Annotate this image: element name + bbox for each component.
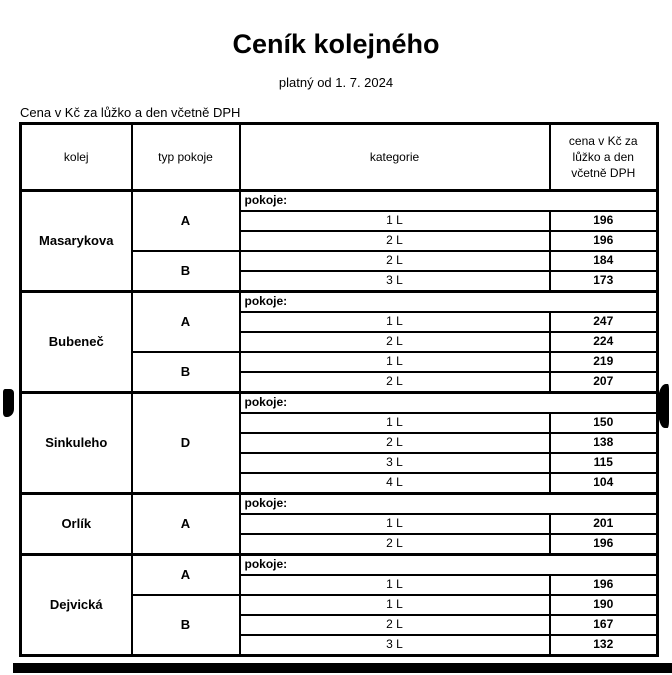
- table-row: [21, 393, 658, 414]
- price-cell: 184: [550, 251, 658, 271]
- price-cell: 196: [550, 211, 658, 231]
- kategorie-cell: 1 L: [240, 211, 550, 231]
- price-cell: 115: [550, 453, 658, 473]
- table-row: [21, 191, 658, 212]
- kolej-cell: Orlík: [21, 494, 132, 555]
- typ-pokoje-cell: A: [132, 292, 240, 353]
- kolej-cell: Sinkuleho: [21, 393, 132, 494]
- pokoje-label-cell: pokoje:: [240, 555, 658, 576]
- price-cell: 132: [550, 635, 658, 656]
- kategorie-cell: 2 L: [240, 433, 550, 453]
- table-row: [21, 292, 658, 313]
- scan-smudge-right: [658, 384, 669, 428]
- price-cell: 190: [550, 595, 658, 615]
- price-table: [19, 122, 659, 657]
- kategorie-cell: 1 L: [240, 352, 550, 372]
- typ-pokoje-cell: A: [132, 494, 240, 555]
- kategorie-cell: 2 L: [240, 332, 550, 352]
- price-cell: 196: [550, 231, 658, 251]
- kategorie-cell: 1 L: [240, 595, 550, 615]
- kategorie-cell: 1 L: [240, 312, 550, 332]
- typ-pokoje-cell: B: [132, 595, 240, 656]
- kategorie-cell: 3 L: [240, 635, 550, 656]
- pokoje-label-cell: pokoje:: [240, 393, 658, 414]
- typ-pokoje-cell: A: [132, 555, 240, 596]
- price-cell: 196: [550, 534, 658, 555]
- kategorie-cell: 2 L: [240, 615, 550, 635]
- page-subtitle: platný od 1. 7. 2024: [278, 75, 394, 90]
- kategorie-cell: 1 L: [240, 413, 550, 433]
- kategorie-cell: 2 L: [240, 372, 550, 393]
- pokoje-label-cell: pokoje:: [240, 494, 658, 515]
- scan-smudge-left: [3, 389, 14, 417]
- price-cell: 167: [550, 615, 658, 635]
- price-cell: 219: [550, 352, 658, 372]
- kategorie-cell: 2 L: [240, 231, 550, 251]
- column-header-typ-pokoje: typ pokoje: [132, 124, 240, 191]
- page-title: Ceník kolejného: [232, 29, 440, 59]
- column-header-kategorie: kategorie: [240, 124, 550, 191]
- price-cell: 247: [550, 312, 658, 332]
- price-cell: 224: [550, 332, 658, 352]
- column-header-kolej: kolej: [21, 124, 132, 191]
- kolej-cell: Bubeneč: [21, 292, 132, 393]
- price-cell: 104: [550, 473, 658, 494]
- price-cell: 196: [550, 575, 658, 595]
- table-row: [21, 555, 658, 576]
- table-body: [21, 191, 658, 656]
- pokoje-label-cell: pokoje:: [240, 292, 658, 313]
- table-header: [21, 124, 658, 191]
- table-row: [21, 494, 658, 515]
- price-cell: 201: [550, 514, 658, 534]
- scan-black-bar-bottom: [13, 663, 672, 673]
- kategorie-cell: 3 L: [240, 453, 550, 473]
- kategorie-cell: 2 L: [240, 534, 550, 555]
- kategorie-cell: 4 L: [240, 473, 550, 494]
- price-note: Cena v Kč za lůžko a den včetně DPH: [20, 105, 241, 120]
- header-row: [21, 124, 658, 191]
- column-header-cena: cena v Kč za lůžko a den včetně DPH: [550, 124, 658, 191]
- typ-pokoje-cell: D: [132, 393, 240, 494]
- kategorie-cell: 1 L: [240, 514, 550, 534]
- typ-pokoje-cell: B: [132, 251, 240, 292]
- kolej-cell: Masarykova: [21, 191, 132, 292]
- pokoje-label-cell: pokoje:: [240, 191, 658, 212]
- kategorie-cell: 3 L: [240, 271, 550, 292]
- kategorie-cell: 2 L: [240, 251, 550, 271]
- price-cell: 173: [550, 271, 658, 292]
- typ-pokoje-cell: B: [132, 352, 240, 393]
- typ-pokoje-cell: A: [132, 191, 240, 252]
- kategorie-cell: 1 L: [240, 575, 550, 595]
- price-cell: 150: [550, 413, 658, 433]
- price-cell: 207: [550, 372, 658, 393]
- kolej-cell: Dejvická: [21, 555, 132, 656]
- price-cell: 138: [550, 433, 658, 453]
